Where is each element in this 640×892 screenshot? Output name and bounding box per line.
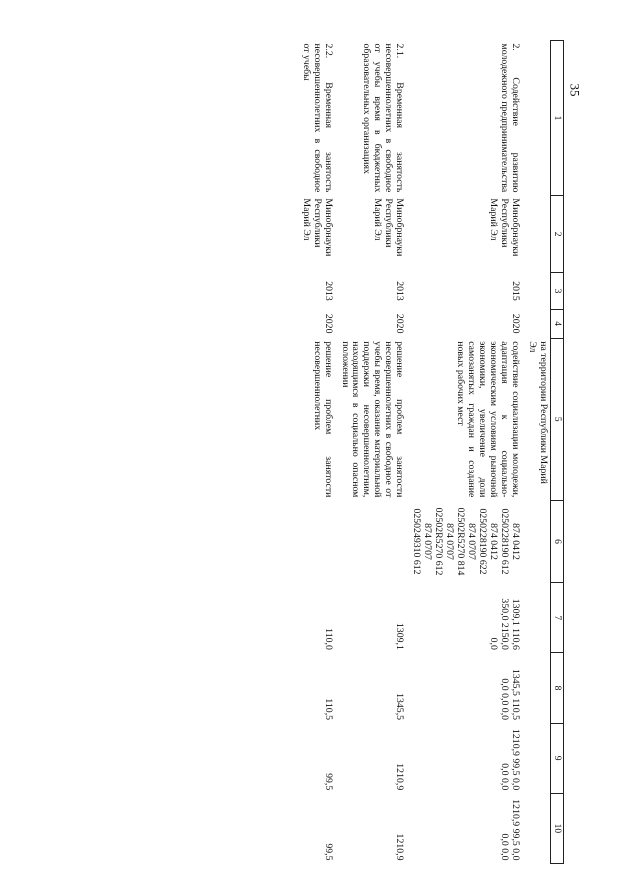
end-year: 2020 <box>394 313 406 334</box>
value-col9: 99,5 <box>322 773 334 791</box>
header-cell: 1 <box>551 41 564 196</box>
value-col9: 1210,9 99,5 0,0 0,0 0,0 <box>499 729 522 791</box>
table-row <box>339 41 411 864</box>
expected-result: содействие социализации молодежи, адаптация к социально-экономическим условиям рыночной экономики, увеличение доли самозанятых граждан и создание новых рабочих мест <box>455 341 522 498</box>
expected-result: решение проблем занятости несовершеннолетних в свободное от учебы время, оказание материальной поддержки несовершеннолетним, находящимся в социально опасном положении <box>339 341 406 498</box>
budget-code <box>339 500 411 582</box>
header-cell: 4 <box>551 309 564 338</box>
value-col8: 110,5 <box>322 698 334 721</box>
header-cell: 5 <box>551 338 564 500</box>
header-cell: 3 <box>551 273 564 309</box>
executor: Минобрнауки Республики Марий Эл <box>372 198 406 257</box>
budget-code: 874 0412 0250228190 612 874 0412 0250228190 622 874 0707 02502R5270 814 874 0707 02502R5270 612 874 0707 0250249310 612 <box>411 507 522 576</box>
value-col10: 1210,9 99,5 0,0 0,0 0,0 <box>499 799 522 861</box>
measure-name: 2. Содействие развитию молодежного предпринимательства <box>499 43 522 193</box>
expected-result: решение проблем занятости несовершеннолетних <box>311 341 334 498</box>
budget-code <box>300 500 339 582</box>
value-col7: 1309,1 110,6 350,0 2150,0 0,0 <box>488 598 522 650</box>
header-cell: 7 <box>551 583 564 653</box>
end-year: 2020 <box>510 313 522 334</box>
start-year: 2013 <box>394 281 406 301</box>
value-col7: 1309,1 <box>394 622 406 650</box>
end-year: 2020 <box>322 313 334 334</box>
header-cell: 10 <box>551 793 564 863</box>
table-row <box>410 41 526 864</box>
header-row <box>551 41 564 864</box>
start-year: 2015 <box>510 281 522 301</box>
value-col10: 1210,9 <box>394 833 406 861</box>
value-col8: 1345,5 110,5 0,0 0,0 0,0 <box>499 668 522 721</box>
executor: Минобрнауки Республики Марий Эл <box>488 198 522 257</box>
page-number: 35 <box>567 83 583 97</box>
rotated-page <box>108 12 564 872</box>
continuation-row <box>526 41 550 864</box>
measure-name: 2.2. Временная занятость несовершеннолетних в свободное от учебы <box>300 43 334 193</box>
value-col9: 1210,9 <box>394 763 406 791</box>
executor: Минобрнауки Республики Марий Эл <box>300 198 334 257</box>
value-col7: 110,0 <box>322 628 334 650</box>
header-cell: 6 <box>551 500 564 582</box>
header-cell: 9 <box>551 723 564 793</box>
value-col8: 1345,5 <box>394 693 406 721</box>
header-cell: 8 <box>551 653 564 723</box>
continuation-text: на территории Республики Марий Эл <box>527 341 549 484</box>
start-year: 2013 <box>322 281 334 301</box>
measure-name: 2.1. Временная занятость несовершеннолетних в свободное от учебы время в бюджетных образовательных организациях <box>361 43 406 193</box>
program-table <box>300 40 564 864</box>
header-cell: 2 <box>551 195 564 272</box>
value-col10: 99,5 <box>322 843 334 861</box>
table-row <box>300 41 339 864</box>
